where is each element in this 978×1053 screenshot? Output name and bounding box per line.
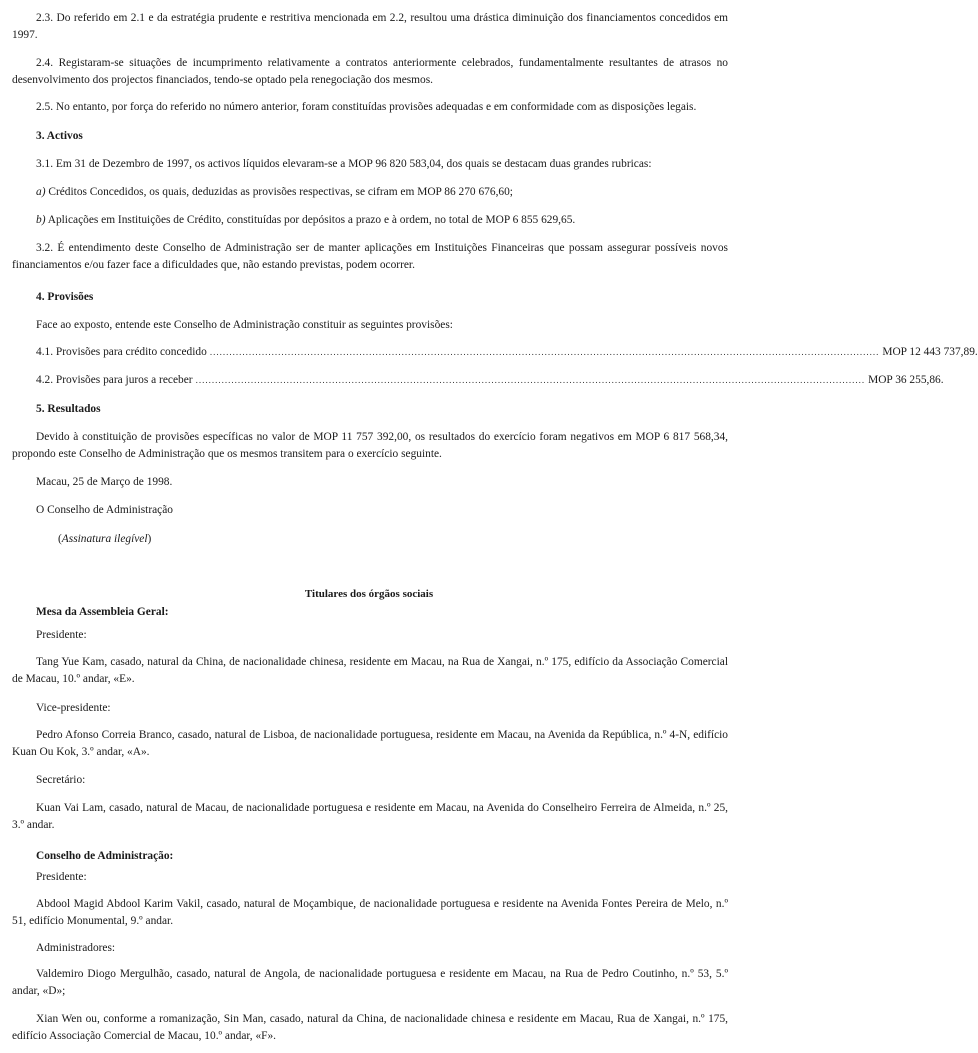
provisoes-intro: Face ao exposto, entende este Conselho de Administração constituir as seguintes provisões: xyxy=(36,319,453,331)
assembly-secretary: Kuan Vai Lam, casado, natural de Macau, de nacionalidade portuguesa e residente em Macau, na Avenida do Conselheiro Ferreira de Almeida, n.º 25, 3.º andar. xyxy=(12,802,728,831)
signature-note: (Assinatura ilegível) xyxy=(58,533,152,545)
paragraph-2-5: 2.5. No entanto, por força do referido no número anterior, foram constituídas provisões adequadas e em conformidade com as disposições legais. xyxy=(36,101,697,113)
heading-resultados: 5. Resultados xyxy=(36,403,101,415)
leader-dots: .............................................................................................................................................................................................................. xyxy=(195,375,866,385)
paragraph-resultados: Devido à constituição de provisões específicas no valor de MOP 11 757 392,00, os resultados do exercício foram negativos em MOP 6 817 568,34, propondo este Conselho de Administração que os mesmos transitem para o exercício seguinte. xyxy=(12,431,728,460)
paragraph-2-3: 2.3. Do referido em 2.1 e da estratégia prudente e restritiva mencionada em 2.2, resultou uma drástica diminuição dos financiamentos concedidos em 1997. xyxy=(12,12,728,41)
board-admin-2: Xian Wen ou, conforme a romanização, Sin Man, casado, natural da China, de nacionalidade chinesa e residente em Macau, Rua de Xangai, n.º 175, edifício Associação Comercial de Macau, 10.º andar, «F». xyxy=(12,1013,728,1042)
leader-dots: .............................................................................................................................................................................................................. xyxy=(209,347,880,357)
item-b xyxy=(12,212,728,229)
assembly-president-label: Presidente: xyxy=(36,629,87,641)
heading-provisoes: 4. Provisões xyxy=(36,291,94,303)
item-a xyxy=(12,184,728,201)
paragraph-2-4: 2.4. Registaram-se situações de incumprimento relativamente a contratos anteriormente celebrados, fundamentalmente resultantes de atrasos no desenvolvimento dos projectos financiados, tendo-se optado pela renegociação dos mesmos. xyxy=(12,57,728,86)
item-a-letter: a) xyxy=(36,186,46,198)
provision-label: 4.1. Provisões para crédito concedido xyxy=(36,346,207,358)
paragraph-3-1: 3.1. Em 31 de Dezembro de 1997, os activos líquidos elevaram-se a MOP 96 820 583,04, dos quais se destacam duas grandes rubricas: xyxy=(36,158,652,170)
assembly-vice-label: Vice-presidente: xyxy=(36,702,111,714)
heading-activos: 3. Activos xyxy=(36,130,83,142)
board-president-label: Presidente: xyxy=(36,871,87,883)
item-b-letter: b) xyxy=(36,214,46,226)
board-admins-label: Administradores: xyxy=(36,942,116,954)
board-president: Abdool Magid Abdool Karim Vakil, casado, natural de Moçambique, de nacionalidade portuguesa e residente na Avenida Fontes Pereira de Melo, n.º 51, edifício Monumental, 9.º andar. xyxy=(12,898,728,927)
board-admin-1: Valdemiro Diogo Mergulhão, casado, natural de Angola, de nacionalidade portuguesa e residente em Macau, na Rua de Pedro Coutinho, n.º 53, 5.º andar, «D»; xyxy=(12,968,728,997)
assembly-secretary-label: Secretário: xyxy=(36,774,86,786)
signatory: O Conselho de Administração xyxy=(36,504,173,516)
assembly-vice: Pedro Afonso Correia Branco, casado, natural de Lisboa, de nacionalidade portuguesa, residente em Macau, na Avenida da República, n.º 4-N, edifício Kuan Ou Kok, 3.º andar, «A». xyxy=(12,729,728,758)
heading-conselho-administracao: Conselho de Administração: xyxy=(36,850,174,862)
heading-mesa-assembleia: Mesa da Assembleia Geral: xyxy=(36,606,169,618)
place-date: Macau, 25 de Março de 1998. xyxy=(36,476,173,488)
provision-amount: MOP 12 443 737,89. xyxy=(882,346,978,358)
paragraph-3-2: 3.2. É entendimento deste Conselho de Administração ser de manter aplicações em Instituições Financeiras que possam assegurar possíveis novos financiamentos e/ou fazer face a dificuldades que, não estando previstas, podem ocorrer. xyxy=(12,242,728,271)
item-b-text: Aplicações em Instituições de Crédito, constituídas por depósitos a prazo e à ordem, no total de MOP 6 855 629,65. xyxy=(45,214,576,226)
assembly-president: Tang Yue Kam, casado, natural da China, de nacionalidade chinesa, residente em Macau, na Rua de Xangai, n.º 175, edifício da Associação Comercial de Macau, 10.º andar, «E». xyxy=(12,656,728,685)
provision-row-credit xyxy=(36,344,978,361)
officers-title: Titulares dos órgãos sociais xyxy=(304,588,434,600)
item-a-text: Créditos Concedidos, os quais, deduzidas as provisões respectivas, se cifram em MOP 86 270 676,60; xyxy=(45,186,513,198)
provision-amount: MOP 36 255,86. xyxy=(868,374,944,386)
provision-row-interest xyxy=(36,372,944,389)
provision-label: 4.2. Provisões para juros a receber xyxy=(36,374,193,386)
